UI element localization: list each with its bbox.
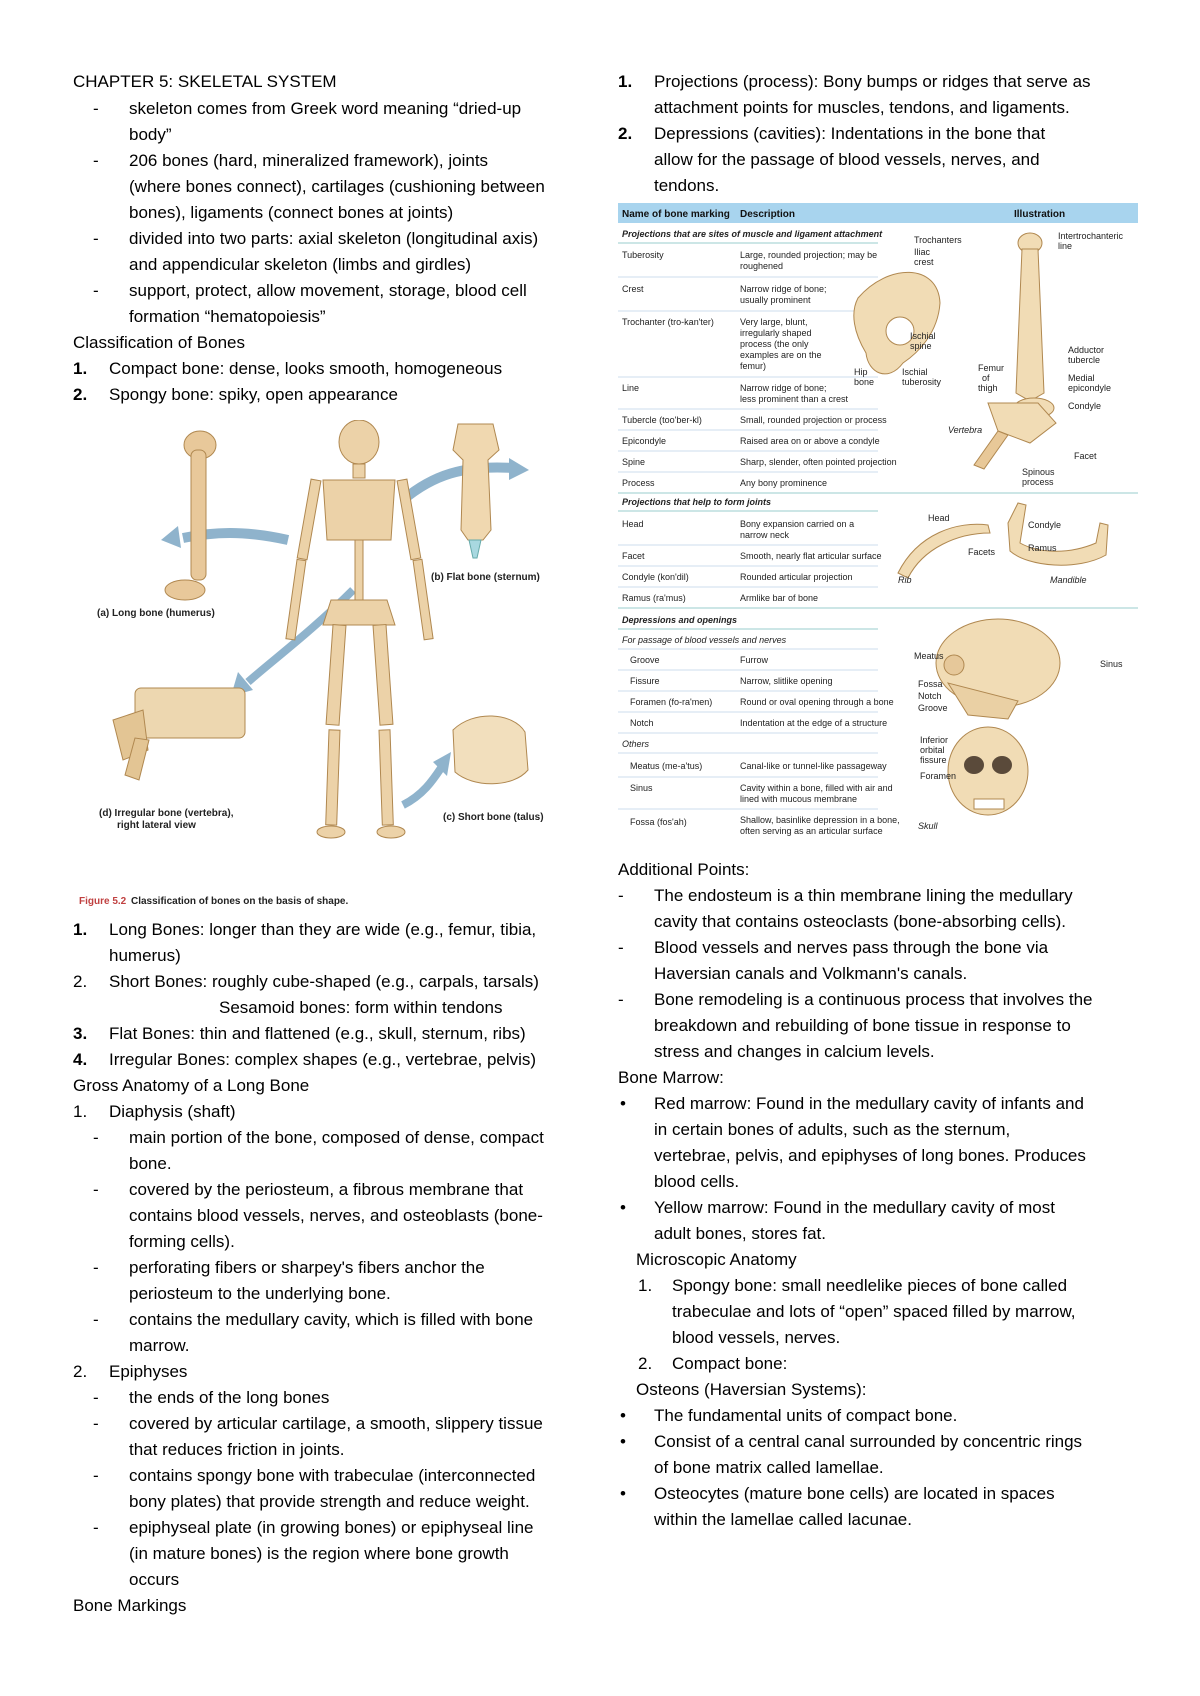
- femur-illustration: [1014, 233, 1054, 418]
- illus-label: Femur: [978, 363, 1005, 373]
- illus-label: Sinus: [1100, 659, 1123, 669]
- table-cell: roughened: [740, 261, 784, 271]
- epiphyses-item: contains spongy bone with trabeculae (interconnected: [129, 1466, 536, 1485]
- illus-label: Vertebra: [948, 425, 983, 435]
- micro-item: Compact bone:: [672, 1354, 788, 1373]
- bone-markings-table: [618, 203, 1138, 843]
- dash: -: [618, 938, 624, 957]
- epiphyses-item: bony plates) that provide strength and reduce weight.: [129, 1492, 530, 1511]
- illus-label: Rib: [898, 575, 912, 585]
- table-cell: Process: [622, 478, 655, 488]
- talus-illustration: [453, 716, 528, 784]
- illus-label: orbital: [920, 745, 945, 755]
- list-number: 3.: [73, 1024, 88, 1043]
- table-cell: Small, rounded projection or process: [740, 415, 887, 425]
- list-item: Irregular Bones: complex shapes (e.g., vertebrae, pelvis): [109, 1050, 537, 1069]
- figure-bone-shapes: [73, 420, 593, 912]
- table-cell: Tubercle (too'ber-kl): [622, 415, 702, 425]
- table-cell: Large, rounded projection; may be: [740, 250, 878, 260]
- illus-label: Medial: [1068, 373, 1095, 383]
- additional-item: stress and changes in calcium levels.: [654, 1042, 935, 1061]
- illus-label: Meatus: [914, 651, 944, 661]
- intro-line: skeleton comes from Greek word meaning “dried-up: [129, 99, 522, 118]
- osteons-item: within the lamellae called lacunae.: [654, 1510, 912, 1529]
- bullet: •: [620, 1484, 626, 1503]
- figure-caption-text: Classification of bones on the basis of shape.: [131, 896, 349, 907]
- table-header: Description: [740, 209, 796, 220]
- diaphysis-item: covered by the periosteum, a fibrous membrane that: [129, 1180, 524, 1199]
- list-item: Short Bones: roughly cube-shaped (e.g., carpals, tarsals): [109, 972, 539, 991]
- list-item: Flat Bones: thin and flattened (e.g., skull, sternum, ribs): [109, 1024, 526, 1043]
- osteons-heading: Osteons (Haversian Systems):: [636, 1380, 867, 1399]
- micro-item: Spongy bone: small needlelike pieces of bone called: [672, 1276, 1068, 1295]
- additional-heading: Additional Points:: [618, 860, 750, 879]
- table-cell: Head: [622, 519, 644, 529]
- list-item: Long Bones: longer than they are wide (e.g., femur, tibia,: [109, 920, 537, 939]
- marrow-item: blood cells.: [654, 1172, 740, 1191]
- table-cell: less prominent than a crest: [740, 394, 849, 404]
- illus-label: fissure: [920, 755, 947, 765]
- list-number: 2.: [638, 1354, 653, 1373]
- table-cell: Shallow, basinlike depression in a bone,: [740, 815, 900, 825]
- dash: -: [93, 1180, 99, 1199]
- illus-label: Mandible: [1050, 575, 1087, 585]
- hip-bone-illustration: [854, 272, 940, 374]
- illus-label: Ramus: [1028, 543, 1057, 553]
- list-number: 2.: [73, 972, 88, 991]
- illus-label: bone: [854, 377, 875, 387]
- diaphysis-item: forming cells).: [129, 1232, 235, 1251]
- dash: -: [93, 1518, 99, 1537]
- diaphysis-heading: Diaphysis (shaft): [109, 1102, 236, 1121]
- additional-item: cavity that contains osteoclasts (bone-absorbing cells).: [654, 912, 1066, 931]
- illus-label: thigh: [978, 383, 998, 393]
- marrow-item: Yellow marrow: Found in the medullary cavity of most: [654, 1198, 1055, 1217]
- table-cell: Fissure: [630, 676, 660, 686]
- osteons-item: The fundamental units of compact bone.: [654, 1406, 958, 1425]
- table-cell: Very large, blunt,: [740, 317, 808, 327]
- table-cell: lined with mucous membrane: [740, 794, 858, 804]
- table-section: Projections that help to form joints: [622, 497, 772, 507]
- table-cell: Rounded articular projection: [740, 572, 853, 582]
- illus-label: Notch: [918, 691, 942, 701]
- marrow-item: Red marrow: Found in the medullary cavity of infants and: [654, 1094, 1084, 1113]
- table-cell: Fossa (fos'ah): [630, 817, 687, 827]
- additional-item: Bone remodeling is a continuous process that involves the: [654, 990, 1093, 1009]
- intro-line: support, protect, allow movement, storage, blood cell: [129, 281, 527, 300]
- dash: -: [93, 281, 99, 300]
- illus-label: process: [1022, 477, 1054, 487]
- figure-label-c: (c) Short bone (talus): [443, 812, 544, 823]
- figure-label-b: (b) Flat bone (sternum): [431, 572, 540, 583]
- dash: -: [93, 1388, 99, 1407]
- table-cell: Tuberosity: [622, 250, 664, 260]
- illus-label: Trochanters: [914, 235, 962, 245]
- bullet: •: [620, 1406, 626, 1425]
- list-number: 1.: [73, 359, 88, 378]
- epiphyses-item: covered by articular cartilage, a smooth, slippery tissue: [129, 1414, 543, 1433]
- illus-label: Skull: [918, 821, 938, 831]
- arrow-head: [509, 458, 529, 480]
- table-subsection: Others: [622, 739, 650, 749]
- dash: -: [93, 1466, 99, 1485]
- table-cell: Sharp, slender, often pointed projection: [740, 457, 897, 467]
- additional-item: Blood vessels and nerves pass through the bone via: [654, 938, 1049, 957]
- table-cell: irregularly shaped: [740, 328, 812, 338]
- epiphyses-item: that reduces friction in joints.: [129, 1440, 345, 1459]
- diaphysis-item: bone.: [129, 1154, 172, 1173]
- illus-label: Hip: [854, 367, 868, 377]
- intro-line: (where bones connect), cartilages (cushioning between: [129, 177, 545, 196]
- arrow: [403, 467, 513, 500]
- table-cell: Furrow: [740, 655, 769, 665]
- dash: -: [93, 1414, 99, 1433]
- table-cell: Any bony prominence: [740, 478, 828, 488]
- table-cell: Round or oval opening through a bone: [740, 697, 894, 707]
- list-number: 2.: [73, 385, 88, 404]
- diaphysis-item: contains the medullary cavity, which is filled with bone: [129, 1310, 534, 1329]
- illus-label: Groove: [918, 703, 948, 713]
- dash: -: [93, 99, 99, 118]
- table-cell: Smooth, nearly flat articular surface: [740, 551, 882, 561]
- figure-label-d1: (d) Irregular bone (vertebra),: [99, 808, 234, 819]
- figure-caption-number: Figure 5.2: [79, 896, 127, 907]
- diaphysis-item: main portion of the bone, composed of dense, compact: [129, 1128, 544, 1147]
- table-cell: Narrow ridge of bone;: [740, 284, 827, 294]
- intro-line: divided into two parts: axial skeleton (longitudinal axis): [129, 229, 539, 248]
- illus-label: Intertrochanteric: [1058, 231, 1124, 241]
- arrow-head: [161, 526, 181, 548]
- table-cell: Sinus: [630, 783, 653, 793]
- illus-label: Spinous: [1022, 467, 1055, 477]
- list-number: 2.: [73, 1362, 88, 1381]
- table-cell: Cavity within a bone, filled with air and: [740, 783, 893, 793]
- marrow-heading: Bone Marrow:: [618, 1068, 724, 1087]
- table-cell: Narrow ridge of bone;: [740, 383, 827, 393]
- table-cell: usually prominent: [740, 295, 811, 305]
- illus-label: crest: [914, 257, 934, 267]
- table-cell: Meatus (me-a'tus): [630, 761, 703, 771]
- diaphysis-item: contains blood vessels, nerves, and osteoblasts (bone-: [129, 1206, 543, 1225]
- marrow-item: vertebrae, pelvis, and epiphyses of long bones. Produces: [654, 1146, 1086, 1165]
- bullet: •: [620, 1094, 626, 1113]
- table-cell: Foramen (fo-ra'men): [630, 697, 713, 707]
- figure-label-a: (a) Long bone (humerus): [97, 608, 215, 619]
- dash: -: [93, 229, 99, 248]
- illus-label: Ischial: [910, 331, 936, 341]
- table-cell: Groove: [630, 655, 660, 665]
- dash: -: [93, 1128, 99, 1147]
- list-number: 1.: [638, 1276, 653, 1295]
- micro-item: trabeculae and lots of “open” spaced filled by marrow,: [672, 1302, 1076, 1321]
- illus-label: line: [1058, 241, 1073, 251]
- bullet: •: [620, 1432, 626, 1451]
- illus-label: Foramen: [920, 771, 957, 781]
- list-item: Sesamoid bones: form within tendons: [219, 998, 503, 1017]
- illus-label: Fossa: [918, 679, 943, 689]
- table-cell: process (the only: [740, 339, 809, 349]
- list-number: 1.: [618, 72, 633, 91]
- additional-item: The endosteum is a thin membrane lining the medullary: [654, 886, 1073, 905]
- dash: -: [93, 151, 99, 170]
- vertebra-illustration: [113, 688, 245, 780]
- intro-line: body”: [129, 125, 172, 144]
- list-item: Compact bone: dense, looks smooth, homogeneous: [109, 359, 503, 378]
- skull-front-illustration: [948, 727, 1028, 815]
- illus-label: tuberosity: [902, 377, 942, 387]
- gross-heading: Gross Anatomy of a Long Bone: [73, 1076, 310, 1095]
- skull-side-illustration: [936, 619, 1060, 719]
- table-cell: Armlike bar of bone: [740, 593, 819, 603]
- illus-label: of: [982, 373, 990, 383]
- table-section: Projections that are sites of muscle and ligament attachment: [622, 229, 883, 239]
- marrow-item: adult bones, stores fat.: [654, 1224, 826, 1243]
- marrow-item: in certain bones of adults, such as the sternum,: [654, 1120, 1011, 1139]
- illus-label: Facet: [1074, 451, 1097, 461]
- classification-heading: Classification of Bones: [73, 333, 245, 352]
- list-number: 2.: [618, 124, 633, 143]
- epiphyses-heading: Epiphyses: [109, 1362, 188, 1381]
- table-cell: Condyle (kon'dil): [622, 572, 689, 582]
- mandible-illustration: [1008, 503, 1108, 565]
- humerus-illustration: [165, 431, 216, 600]
- arrow: [403, 768, 441, 805]
- table-cell: examples are on the: [740, 350, 822, 360]
- illus-label: Iliac: [914, 247, 931, 257]
- illus-label: epicondyle: [1068, 383, 1112, 393]
- table-cell: Crest: [622, 284, 644, 294]
- markings-item: allow for the passage of blood vessels, nerves, and: [654, 150, 1040, 169]
- table-cell: Notch: [630, 718, 654, 728]
- table-cell: Raised area on or above a condyle: [740, 436, 880, 446]
- list-number: 1.: [73, 920, 88, 939]
- figure-label-d2: right lateral view: [117, 820, 196, 831]
- list-number: 1.: [73, 1102, 88, 1121]
- illus-label: Head: [928, 513, 950, 523]
- diaphysis-item: perforating fibers or sharpey's fibers anchor the: [129, 1258, 485, 1277]
- additional-item: breakdown and rebuilding of bone tissue in response to: [654, 1016, 1071, 1035]
- dash: -: [618, 886, 624, 905]
- osteons-item: of bone matrix called lamellae.: [654, 1458, 884, 1477]
- illus-label: Condyle: [1068, 401, 1102, 411]
- intro-line: and appendicular skeleton (limbs and girdles): [129, 255, 472, 274]
- table-cell: Epicondyle: [622, 436, 667, 446]
- osteons-item: Osteocytes (mature bone cells) are located in spaces: [654, 1484, 1055, 1503]
- epiphyses-item: the ends of the long bones: [129, 1388, 330, 1407]
- illus-label: Adductor: [1068, 345, 1105, 355]
- table-cell: Ramus (ra'mus): [622, 593, 686, 603]
- table-cell: Spine: [622, 457, 646, 467]
- vertebra-small-illustration: [974, 403, 1056, 469]
- dash: -: [93, 1258, 99, 1277]
- intro-line: 206 bones (hard, mineralized framework), joints: [129, 151, 489, 170]
- illus-label: Ischial: [902, 367, 928, 377]
- markings-item: Depressions (cavities): Indentations in the bone that: [654, 124, 1046, 143]
- dash: -: [93, 1310, 99, 1329]
- additional-item: Haversian canals and Volkmann's canals.: [654, 964, 968, 983]
- table-cell: Line: [622, 383, 640, 393]
- illus-label: spine: [910, 341, 932, 351]
- micro-item: blood vessels, nerves.: [672, 1328, 841, 1347]
- epiphyses-item: epiphyseal plate (in growing bones) or epiphyseal line: [129, 1518, 534, 1537]
- table-cell: Bony expansion carried on a: [740, 519, 855, 529]
- table-header: Name of bone marking: [622, 209, 730, 220]
- table-cell: Canal-like or tunnel-like passageway: [740, 761, 887, 771]
- table-cell: Trochanter (tro-kan'ter): [622, 317, 714, 327]
- table-cell: Indentation at the edge of a structure: [740, 718, 888, 728]
- table-subsection: For passage of blood vessels and nerves: [622, 635, 787, 645]
- dash: -: [618, 990, 624, 1009]
- intro-line: bones), ligaments (connect bones at joints): [129, 203, 454, 222]
- table-cell: narrow neck: [740, 530, 790, 540]
- diaphysis-item: periosteum to the underlying bone.: [129, 1284, 391, 1303]
- illus-label: tubercle: [1068, 355, 1101, 365]
- epiphyses-item: (in mature bones) is the region where bone growth: [129, 1544, 509, 1563]
- micro-heading: Microscopic Anatomy: [636, 1250, 797, 1269]
- table-cell: often serving as an articular surface: [740, 826, 883, 836]
- table-cell: femur): [740, 361, 767, 371]
- table-cell: Facet: [622, 551, 645, 561]
- illus-label: Inferior: [920, 735, 949, 745]
- table-section: Depressions and openings: [622, 615, 738, 625]
- markings-heading: Bone Markings: [73, 1596, 187, 1615]
- bullet: •: [620, 1198, 626, 1217]
- markings-item: Projections (process): Bony bumps or ridges that serve as: [654, 72, 1091, 91]
- diaphysis-item: marrow.: [129, 1336, 190, 1355]
- illus-label: Condyle: [1028, 520, 1062, 530]
- list-number: 4.: [73, 1050, 88, 1069]
- sternum-illustration: [453, 424, 499, 558]
- markings-item: tendons.: [654, 176, 720, 195]
- list-item: humerus): [109, 946, 181, 965]
- chapter-title: CHAPTER 5: SKELETAL SYSTEM: [73, 72, 337, 91]
- illus-label: Facets: [968, 547, 996, 557]
- intro-line: formation “hematopoiesis”: [129, 307, 326, 326]
- markings-item: attachment points for muscles, tendons, and ligaments.: [654, 98, 1070, 117]
- epiphyses-item: occurs: [129, 1570, 180, 1589]
- table-header: Illustration: [1014, 209, 1066, 220]
- list-item: Spongy bone: spiky, open appearance: [109, 385, 398, 404]
- table-cell: Narrow, slitlike opening: [740, 676, 833, 686]
- osteons-item: Consist of a central canal surrounded by concentric rings: [654, 1432, 1083, 1451]
